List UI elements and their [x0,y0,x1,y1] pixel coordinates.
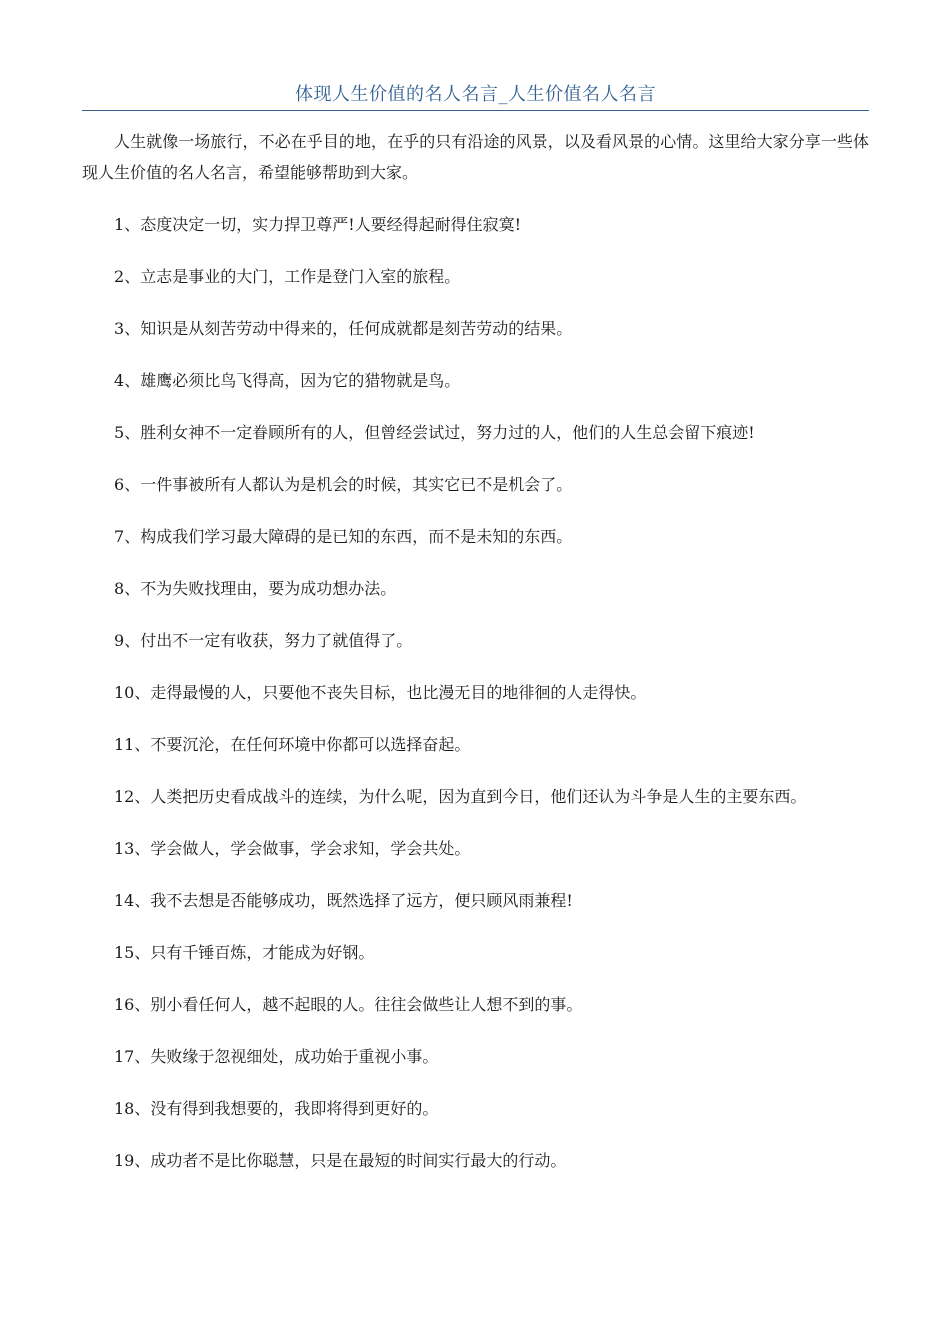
quote-text: 构成我们学习最大障碍的是已知的东西，而不是未知的东西。 [140,527,573,546]
page-header [82,82,869,111]
quote-text: 别小看任何人，越不起眼的人。往往会做些让人想不到的事。 [150,995,583,1014]
quote-text: 人类把历史看成战斗的连续，为什么呢，因为直到今日，他们还认为斗争是人生的主要东西。 [150,787,807,806]
quote-number: 13 、 [114,839,150,858]
quote-number: 9 、 [114,631,140,650]
list-item [82,833,869,864]
document-body [82,126,869,1176]
quote-text: 不为失败找理由，要为成功想办法。 [140,579,397,598]
quote-text: 胜利女神不一定眷顾所有的人，但曾经尝试过，努力过的人，他们的人生总会留下痕迹! [140,423,755,442]
quote-list [82,209,869,1176]
quote-number: 11 、 [114,735,150,754]
list-item [82,885,869,916]
quote-text: 没有得到我想要的，我即将得到更好的。 [150,1099,439,1118]
list-item [82,469,869,500]
document-title: 体现人生价值的名人名言_人生价值名人名言 [295,84,656,105]
quote-number: 7 、 [114,527,140,546]
quote-number: 19 、 [114,1151,150,1170]
intro-paragraph: 人生就像一场旅行，不必在乎目的地，在乎的只有沿途的风景，以及看风景的心情。这里给大家分享一些体现人生价值的名人名言，希望能够帮助到大家。 [82,132,869,182]
list-item [82,781,869,812]
list-item [82,1145,869,1176]
quote-text: 雄鹰必须比鸟飞得高，因为它的猎物就是鸟。 [140,371,461,390]
quote-text: 只有千锤百炼，才能成为好钢。 [150,943,375,962]
list-item [82,573,869,604]
list-item [82,417,869,448]
quote-number: 3 、 [114,319,140,338]
list-item [82,729,869,760]
quote-number: 14 、 [114,891,150,910]
quote-text: 付出不一定有收获，努力了就值得了。 [140,631,413,650]
quote-number: 8 、 [114,579,140,598]
quote-text: 学会做人，学会做事，学会求知，学会共处。 [150,839,471,858]
list-item [82,1093,869,1124]
quote-number: 6 、 [114,475,140,494]
quote-text: 立志是事业的大门，工作是登门入室的旅程。 [140,267,461,286]
list-item [82,209,869,240]
quote-number: 10 、 [114,683,150,702]
quote-text: 一件事被所有人都认为是机会的时候，其实它已不是机会了。 [140,475,573,494]
quote-number: 1 、 [114,215,140,234]
quote-number: 12 、 [114,787,150,806]
quote-text: 失败缘于忽视细处，成功始于重视小事。 [150,1047,439,1066]
list-item [82,313,869,344]
list-item [82,625,869,656]
list-item [82,989,869,1020]
list-item [82,521,869,552]
quote-text: 我不去想是否能够成功，既然选择了远方，便只顾风雨兼程! [150,891,573,910]
quote-text: 不要沉沦，在任何环境中你都可以选择奋起。 [150,735,471,754]
quote-text: 走得最慢的人，只要他不丧失目标，也比漫无目的地徘徊的人走得快。 [150,683,647,702]
list-item [82,937,869,968]
quote-number: 2 、 [114,267,140,286]
quote-number: 4 、 [114,371,140,390]
quote-number: 18 、 [114,1099,150,1118]
list-item [82,1041,869,1072]
quote-number: 16 、 [114,995,150,1014]
list-item [82,677,869,708]
quote-number: 17 、 [114,1047,150,1066]
list-item [82,261,869,292]
quote-text: 成功者不是比你聪慧，只是在最短的时间实行最大的行动。 [150,1151,567,1170]
quote-number: 15 、 [114,943,150,962]
quote-number: 5 、 [114,423,140,442]
quote-text: 知识是从刻苦劳动中得来的，任何成就都是刻苦劳动的结果。 [140,319,573,338]
list-item [82,365,869,396]
quote-text: 态度决定一切，实力捍卫尊严!人要经得起耐得住寂寞! [140,215,522,234]
